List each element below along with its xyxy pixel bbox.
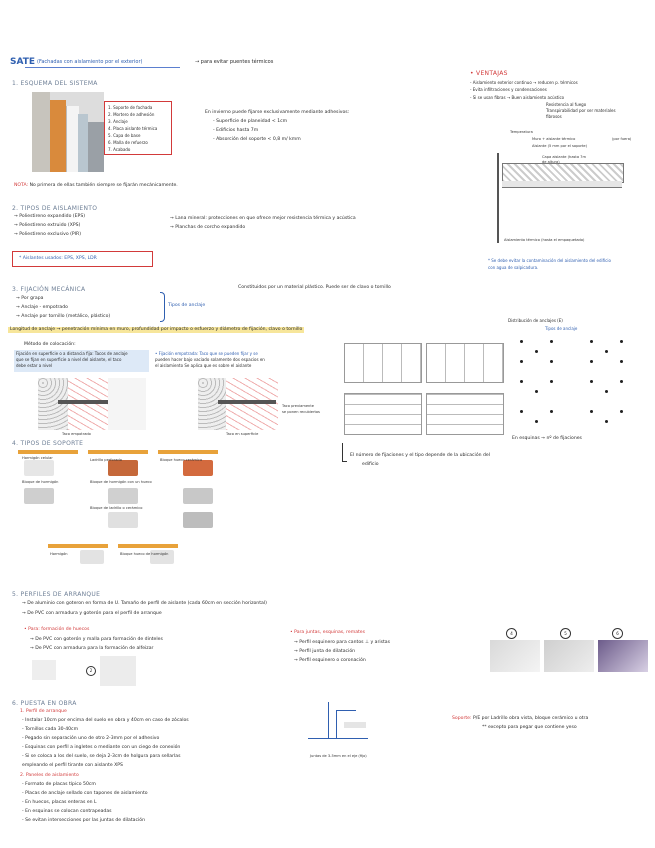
profile-number: 5	[560, 628, 571, 639]
nota-text: No primera de ellas también siempre se fijarán mecánicamente.	[29, 183, 178, 188]
sec3-item: → Anclaje - empotrado	[16, 305, 68, 310]
profile-image-1	[32, 660, 56, 680]
sec3-heading: 3. FIJACIÓN MECÁNICA	[12, 286, 86, 293]
sec6-item: - En esquinas se colocan contrapeadas	[22, 809, 112, 814]
nota-label: NOTA:	[14, 183, 29, 188]
sec2-heading: 2. TIPOS DE AISLAMIENTO	[12, 205, 98, 212]
metodo-line: que se fijan en superficie a nivel del aislante, el taco	[16, 357, 122, 362]
sec5-sub2-title: • Para juntas, esquinas, remates	[290, 630, 366, 635]
soporte-label: Soporte:	[452, 716, 472, 721]
metodo-line: pueden hacer bajo vaciado solamente dos espacios en	[155, 357, 265, 362]
anchor-figure-1	[38, 378, 146, 430]
brace	[160, 292, 165, 322]
dist-title: Distribución de anclajes (E)	[508, 318, 563, 323]
profile-number: 2	[86, 666, 96, 676]
diag-label: (por fuera)	[612, 137, 632, 141]
legend-item: 4. Placa aislante térmica	[108, 126, 158, 131]
profile-number: 4	[506, 628, 517, 639]
sec4-heading: 4. TIPOS DE SOPORTE	[12, 440, 84, 447]
sec6-item: - Se evitan intersecciones por las juntas de dilatación	[22, 818, 145, 823]
title-main: SATE	[10, 57, 36, 67]
system-diagram	[32, 92, 104, 172]
thermal-diagram	[482, 128, 632, 243]
sec6-item: - Pegado sin separación uno de otro 2-3mm por el adhesivo	[22, 736, 160, 741]
soporte-text: P/E por Ladrillo obra vista, bloque cerámico u otra	[473, 716, 589, 721]
note-line: - Edificios hasta 7m	[213, 128, 259, 133]
ventaja-item: - Aislamiento exterior continuo → reducen p. térmicos	[470, 80, 578, 85]
dist-note: Tipos de anclaje	[545, 326, 578, 331]
sec6-item: - Formato de placas típico 50cm	[22, 782, 96, 787]
diag-label: Aislante (5 mm por el soporte)	[532, 144, 588, 148]
metodo-line: el aislamiento Se aplica que es sobre el aislante	[155, 363, 252, 368]
sec2-item2: → Lana mineral: protecciones en que ofrece mejor resistencia térmica y acústica	[170, 216, 356, 221]
fig-note: se ponen recubiertos	[282, 410, 320, 414]
ventaja-item: - Si se usan fibras → Buen aislamiento acústico	[470, 95, 565, 100]
aislantes-text: * Aislantes usados: EPS, XPS, LDR	[19, 256, 97, 261]
diag-label: Temperatura	[510, 130, 533, 134]
legend-item: 5. Capa de base	[108, 133, 141, 138]
diag-note: * Se debe evitar la contaminación del aislamiento del edificio	[488, 258, 611, 263]
sec6-item: - Esquinas con perfil a ingletes o mediante con un ciego de conexión	[22, 745, 181, 750]
metodo-1	[14, 350, 149, 372]
sec6-heading: 6. PUESTA EN OBRA	[12, 700, 77, 707]
fig-caption: Taco en superficie	[226, 432, 259, 436]
numero-note: El número de fijaciones y el tipo depende de la ubicación del	[350, 453, 491, 458]
ventaja-item: - Evita infiltraciones y condensaciones	[470, 87, 547, 92]
diag-note: con agua de salpicadura.	[488, 265, 539, 270]
sec5-item: → De PVC con armadura y goterón para el perfil de arranque	[22, 611, 162, 616]
fig-caption: Taco empotrado	[62, 432, 91, 436]
sec5-sub2-item: → Perfil esquinero o coronación	[294, 658, 366, 663]
sec6-sub1: 1. Perfil de arranque	[20, 709, 67, 714]
ventaja-sub: Transpirabilidad por ser materiales	[546, 108, 616, 113]
legend-item: 3. Anclaje	[108, 119, 128, 124]
sec6-item: - Placas de anclaje sellado con tapones de aislamiento	[22, 791, 148, 796]
numero-note: edificio	[362, 462, 379, 467]
profile-photo-4	[490, 640, 540, 672]
support-text: Hormigón celular	[22, 456, 53, 460]
diag-label: Capa aislante (hasta 7m	[542, 155, 586, 159]
fig-note: Taco previamente	[282, 404, 314, 408]
support-text: Hormigón	[50, 552, 68, 556]
sec5-heading: 5. PERFILES DE ARRANQUE	[12, 591, 101, 598]
sec5-sub2-item: → Perfil junta de dilatación	[294, 649, 356, 654]
support-text: Bloque de ladrillo o cerámico	[90, 506, 143, 510]
metodo-label: Método de colocación:	[24, 342, 76, 347]
diag-label: de altura)	[542, 160, 560, 164]
sec6-item: - Si se coloca a los del suelo, se deja 2-3cm de holgura para sellarlas	[22, 754, 181, 759]
sec3-highlight: Longitud de anclaje → penetración mínima en muro, profundidad por impacto o esfuerzo y diámetro de fijación, clavo o tornillo	[10, 327, 303, 332]
aislantes-box	[12, 251, 153, 267]
ventajas-heading: • VENTAJAS	[470, 70, 508, 77]
sec5-sub2-item: → Perfil esquinero para cantos ⊥ y aristas	[294, 640, 391, 645]
title-paren: (Fachadas con aislamiento por el exterior)	[37, 59, 143, 65]
anchor-figure-2	[198, 378, 278, 430]
sec2-item2: → Planchas de corcho expandido	[170, 225, 246, 230]
diag-label: Aislamiento térmico (hasta el empaquetado)	[504, 238, 585, 242]
brace-label: Tipos de anclaje	[168, 303, 206, 308]
sec5-sub1-item: → De PVC con goterón y malla para formación de dinteles	[30, 637, 163, 642]
note-line: - Absorción del soporte < 0,8 m/ kmm	[213, 137, 301, 142]
diag-label: Muro + aislante térmico	[532, 137, 576, 141]
legend-frame	[104, 101, 172, 155]
sec3-item: → Por grapa	[16, 296, 44, 301]
sec3-item: → Anclaje por tornillo (metálico, plástico)	[16, 314, 111, 319]
sec1-nota	[14, 183, 178, 189]
sec2-item: → Poliestireno exclusivo (PIR)	[14, 232, 82, 237]
sec6-item: - Tornillos cada 30-40cm	[22, 727, 79, 732]
note-line: En invierno puede fijarse exclusivamente mediante adhesivos:	[205, 110, 350, 115]
joint-caption: Juntas de 3-5mm en el eje (fijo)	[310, 754, 367, 758]
sec1-heading: 1. ESQUEMA DEL SISTEMA	[12, 80, 98, 87]
note-line: - Superficie de planeidad < 1cm	[213, 119, 288, 124]
ventaja-sub: Resistencia al fuego	[546, 102, 587, 107]
joint-diagram	[308, 702, 368, 742]
soporte-text: ** excepto para pegar que contiene yeso	[482, 725, 577, 730]
metodo-line: debe estar a nivel	[16, 363, 53, 368]
support-text: Ladrillo perforado	[90, 458, 122, 462]
profile-photo-5	[544, 640, 594, 672]
support-grid	[18, 450, 228, 566]
numero-bracket	[342, 443, 347, 462]
sec2-item: → Poliestireno expandido (EPS)	[14, 214, 86, 219]
sec5-item: → De aluminio con goteron en forma de U. Tamaño de perfil de aislante (cada 60cm en sección horizontal)	[22, 601, 267, 606]
legend-item: 2. Mortero de adhesión	[108, 112, 155, 117]
legend-item: 1. Soporte de fachada	[108, 105, 153, 110]
ventaja-sub: fibrosos	[546, 114, 562, 119]
distribution-grid	[344, 343, 504, 443]
legend-item: 6. Malla de refuerzo	[108, 140, 148, 145]
sec5-sub1-title: • Para: formación de huecos	[24, 627, 90, 632]
metodo-line: Fijación en superficie o a distancia fija: Tacos de anclaje	[16, 351, 128, 356]
legend-item: 7. Acabado	[108, 147, 131, 152]
profile-image-2	[100, 656, 136, 686]
sec2-item: → Poliestireno extruido (XPS)	[14, 223, 81, 228]
title-rest: → para evitar puentes térmicos	[195, 59, 274, 65]
sec6-sub2: 2. Paneles de aislamiento	[20, 773, 79, 778]
sec6-item: - En huecos, placas enteras en L	[22, 800, 97, 805]
metodo-line: • Fijación empotrada: Taco que se pueden fijar y se	[155, 351, 258, 356]
title-underline	[25, 67, 180, 68]
soporte-note	[452, 716, 588, 722]
support-text: Bloque hueco cerámico	[160, 458, 203, 462]
sec6-item: empleando el perfil tirante con aislante XPS	[22, 763, 123, 768]
profile-number: 6	[612, 628, 623, 639]
sec5-sub1-item: → De PVC con armadura para la formación de alfeizar	[30, 646, 154, 651]
sec3-right: Constituidos por un material plástico. Puede ser de clavo o tornillo	[238, 285, 391, 290]
support-text: Bloque de hormigón con un hueco	[90, 480, 152, 484]
profile-photo-6	[598, 640, 648, 672]
esquinas-note: En esquinas → nº de fijaciones	[512, 436, 582, 441]
metodo-2	[155, 350, 310, 372]
fixing-patterns	[510, 335, 640, 435]
support-text: Bloque hueco de hormigón	[120, 552, 169, 556]
support-text: Bloque de hormigón	[22, 480, 59, 484]
sec6-item: - Instalar 10cm por encima del suelo en obra y 40cm en caso de zócalos	[22, 718, 189, 723]
